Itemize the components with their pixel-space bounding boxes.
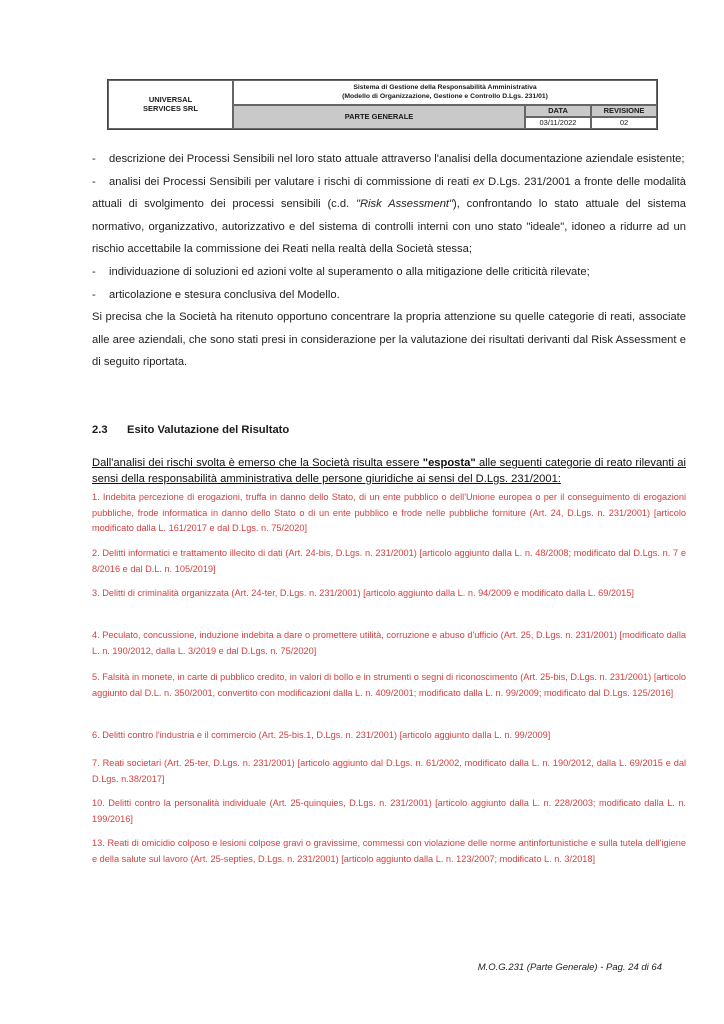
list-item: 2. Delitti informatici e trattamento illecito di dati (Art. 24-bis, D.Lgs. n. 231/2001) [articolo aggiunto dalla L. n. 48/2008; modificato dal D.Lgs. n. 7 e 8/2016 e dal D.L. n. 105/2019]	[92, 548, 686, 574]
bullet-item	[92, 171, 686, 261]
document-header-table	[107, 79, 658, 130]
bullet-text: articolazione e stesura conclusiva del Modello.	[109, 288, 340, 301]
intro-text: Dall'analisi dei rischi svolta è emerso che la Società risulta essere	[92, 457, 423, 469]
list-item: 4. Peculato, concussione, induzione indebita a dare o promettere utilità, corruzione e abuso d'ufficio (Art. 25, D.Lgs. n. 231/2001) [modificato dalla L. n. 190/2012, dalla L. 3/2019 e dal D.Lgs. n. 75/2020]	[92, 630, 686, 656]
body-text	[92, 148, 686, 374]
list-item: 3. Delitti di criminalità organizzata (Art. 24-ter, D.Lgs. n. 231/2001) [articolo aggiunto dalla L. n. 94/2009 e modificato dalla L. 69/2015]	[92, 588, 634, 598]
bullet-item	[92, 148, 686, 171]
bullet-item	[92, 284, 686, 307]
revision-label-cell: REVISIONE	[591, 105, 657, 117]
bullet-dash: -	[92, 265, 96, 278]
bullet-text: ), confrontando lo stato attuale del sistema normativo, organizzativo, autorizzativo e del sistema di controlli interni con uno stato "ideale", idoneo a ridurre ad un rischio accettabile la commissione dei Reati nella realtà della Società stessa;	[92, 198, 686, 256]
bullet-item	[92, 261, 686, 284]
body-paragraph: Si precisa che la Società ha ritenuto opportuno concentrare la propria attenzione su quelle categorie di reati, associate alle aree aziendali, che sono stati presi in considerazione per la valutazione dei risultati derivanti dal Risk Assessment e di seguito riportata.	[92, 311, 686, 369]
bullet-dash: -	[92, 153, 96, 165]
section-heading	[92, 424, 289, 436]
company-name-cell	[108, 80, 233, 129]
part-cell: PARTE GENERALE	[233, 105, 525, 129]
bullet-text: analisi dei Processi Sensibili per valutare i rischi di commissione di reati	[109, 175, 473, 188]
revision-value-cell: 02	[591, 117, 657, 129]
intro-paragraph	[92, 456, 686, 488]
company-name-line1: UNIVERSAL	[148, 95, 193, 104]
list-item: 13. Reati di omicidio colposo e lesioni colpose gravi o gravissime, commessi con violazione delle norme antinfortunistiche e sulla tutela dell'igiene e della salute sul lavoro (Art. 25-septies, D.Lgs. n. 231/2001) [articolo aggiunto dalla L. n. 123/2007; modificato L. n. 3/2018]	[92, 838, 686, 864]
page-footer: M.O.G.231 (Parte Generale) - Pag. 24 di 64	[477, 962, 662, 973]
list-item: 1. Indebita percezione di erogazioni, truffa in danno dello Stato, di un ente pubblico o dell'Unione europea o per il conseguimento di erogazioni pubbliche, frode informatica in danno dello Stato o di un ente pubblico e frode nelle pubbliche forniture (Art. 24, D.Lgs. n. 231/2001) [articolo modificato dalla L. 161/2017 e dal D.Lgs. n. 75/2020]	[92, 492, 686, 534]
bullet-text-italic: ex	[472, 175, 485, 188]
company-name-line2: SERVICES SRL	[143, 103, 198, 113]
intro-text: alle seguenti categorie di reato rilevanti ai sensi della responsabilità amministrativa delle persone giuridiche ai sensi del D.Lgs. 231/2001:	[92, 457, 686, 485]
list-item: 10. Delitti contro la personalità individuale (Art. 25-quinquies, D.Lgs. n. 231/2001) [articolo aggiunto dalla L. n. 228/2003; modificato dalla L. n. 199/2016]	[92, 798, 686, 824]
bullet-text: individuazione di soluzioni ed azioni volte al superamento o alla mitigazione delle criticità rilevate;	[109, 265, 590, 278]
bullet-text-italic: "Risk Assessment"	[356, 198, 454, 211]
list-item: 7. Reati societari (Art. 25-ter, D.Lgs. n. 231/2001) [articolo aggiunto dal D.Lgs. n. 61/2002, modificato dalla L. n. 190/2012, dalla L. 69/2015 e dal D.Lgs. n.38/2017]	[92, 758, 686, 784]
date-label-cell: DATA	[525, 105, 591, 117]
bullet-text: descrizione dei Processi Sensibili nel loro stato attuale attraverso l'analisi della documentazione aziendale esistente;	[109, 153, 685, 165]
date-value-cell: 03/11/2022	[525, 117, 591, 129]
list-item: 6. Delitti contro l'industria e il commercio (Art. 25-bis.1, D.Lgs. n. 231/2001) [articolo aggiunto dalla L. n. 99/2009]	[92, 730, 551, 740]
system-title-line1: Sistema di Gestione della Responsabilità Amministrativa	[353, 84, 537, 91]
system-title-cell	[233, 80, 657, 105]
list-item: 5. Falsità in monete, in carte di pubblico credito, in valori di bollo e in strumenti o segni di riconoscimento (Art. 25-bis, D.Lgs. n. 231/2001) [articolo aggiunto dal D.L. n. 350/2001, convertito con modificazioni dalla L. n. 409/2001; modificato dalla L. n. 99/2009; modificato dal D.Lgs. 125/2016]	[92, 672, 686, 698]
bullet-dash: -	[92, 175, 96, 188]
section-title: Esito Valutazione del Risultato	[127, 424, 290, 436]
bullet-dash: -	[92, 288, 96, 301]
bullet-text: D.Lgs. 231/2001 a fronte delle modalità attuali di svolgimento dei processi sensibili (c.d.	[92, 175, 686, 211]
intro-bold-text: "esposta"	[422, 457, 476, 469]
system-title-line2: (Modello di Organizzazione, Gestione e Controllo D.Lgs. 231/01)	[342, 92, 548, 100]
section-number: 2.3	[92, 424, 108, 436]
